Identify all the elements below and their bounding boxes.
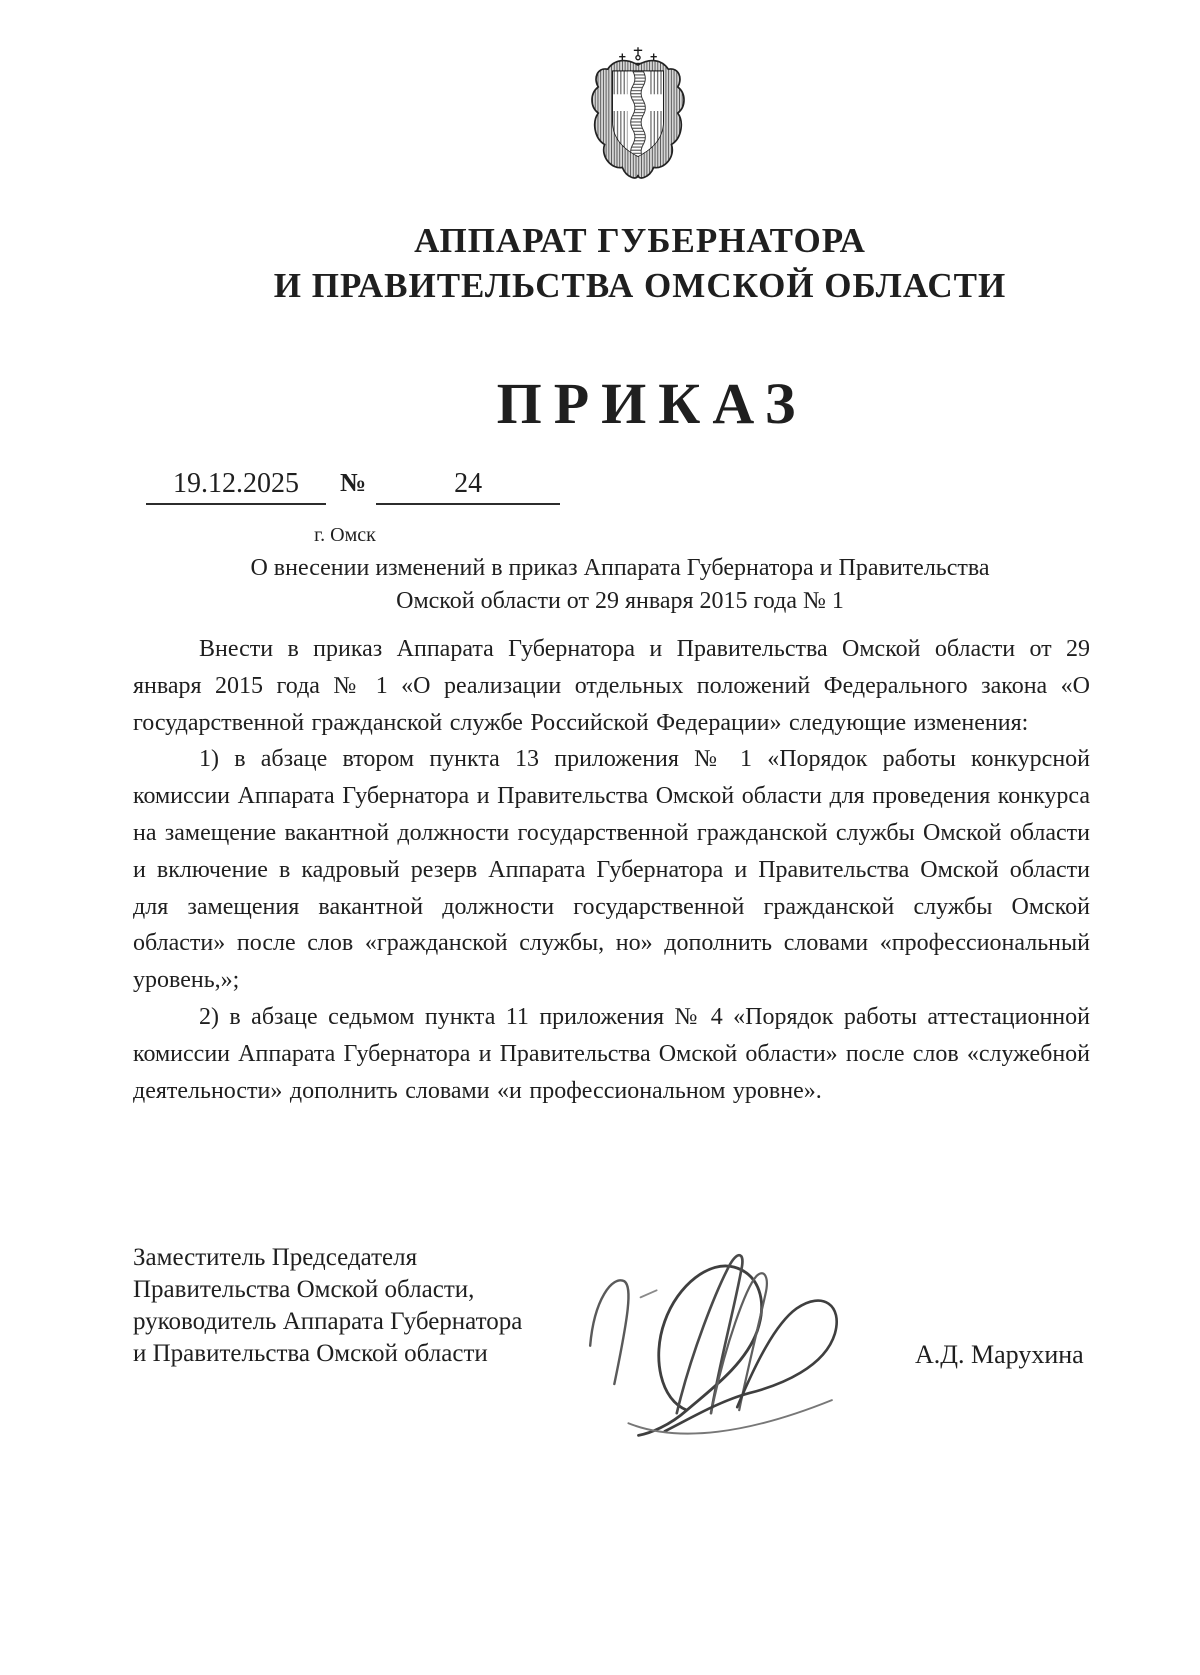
document-title-line2: Омской области от 29 января 2015 года № 1: [396, 588, 844, 614]
signatory-position-line: и Правительства Омской области: [133, 1340, 488, 1367]
body-paragraph: 1) в абзаце втором пункта 13 приложения № 1 «Порядок работы конкурсной комиссии Аппарата Губернатора и Правительства Омской области для проведения конкурса на замещение вакантной должности государственной гражданской службы Омской области и включение в кадровый резерв Аппарата Губернатора и Правительства Омской области для замещения вакантной должности государственной гражданской службы Омской области» после слов «гражданской службы, но» дополнить словами «профессиональный уровень,»;: [133, 746, 1090, 994]
org-name: [80, 218, 1200, 308]
number-sign: №: [340, 468, 367, 497]
omsk-oblast-coat-of-arms-icon: [583, 42, 693, 180]
signatory-name: А.Д. Марухина: [915, 1340, 1084, 1369]
doc-type-heading: ПРИКАЗ: [496, 371, 808, 436]
number-field: 24: [376, 468, 560, 505]
org-name-line1: АППАРАТ ГУБЕРНАТОРА: [414, 221, 866, 260]
handwritten-signature-icon: [568, 1192, 850, 1440]
signatory-position-line: Заместитель Председателя: [133, 1244, 418, 1271]
place-label: г. Омск: [314, 524, 376, 546]
org-name-line2: И ПРАВИТЕЛЬСТВА ОМСКОЙ ОБЛАСТИ: [273, 266, 1007, 305]
requisites-row: [146, 468, 560, 505]
signatory-position-line: Правительства Омской области,: [133, 1276, 475, 1303]
document-body: [133, 631, 1090, 1109]
document-title-line1: О внесении изменений в приказ Аппарата Губернатора и Правительства: [250, 555, 990, 581]
signatory-position: [133, 1242, 603, 1370]
body-paragraph: 2) в абзаце седьмом пункта 11 приложения № 4 «Порядок работы аттестационной комиссии Аппарата Губернатора и Правительства Омской области» после слов «служебной деятельности» дополнить словами «и профессиональном уровне».: [133, 1003, 1090, 1104]
signatory-position-line: руководитель Аппарата Губернатора: [133, 1308, 523, 1335]
body-paragraph: Внести в приказ Аппарата Губернатора и Правительства Омской области от 29 января 2015 года № 1 «О реализации отдельных положений Федерального закона «О государственной гражданской службе Российской Федерации» следующие изменения:: [133, 636, 1090, 736]
document-title: [140, 552, 1100, 618]
date-field: 19.12.2025: [146, 468, 326, 505]
